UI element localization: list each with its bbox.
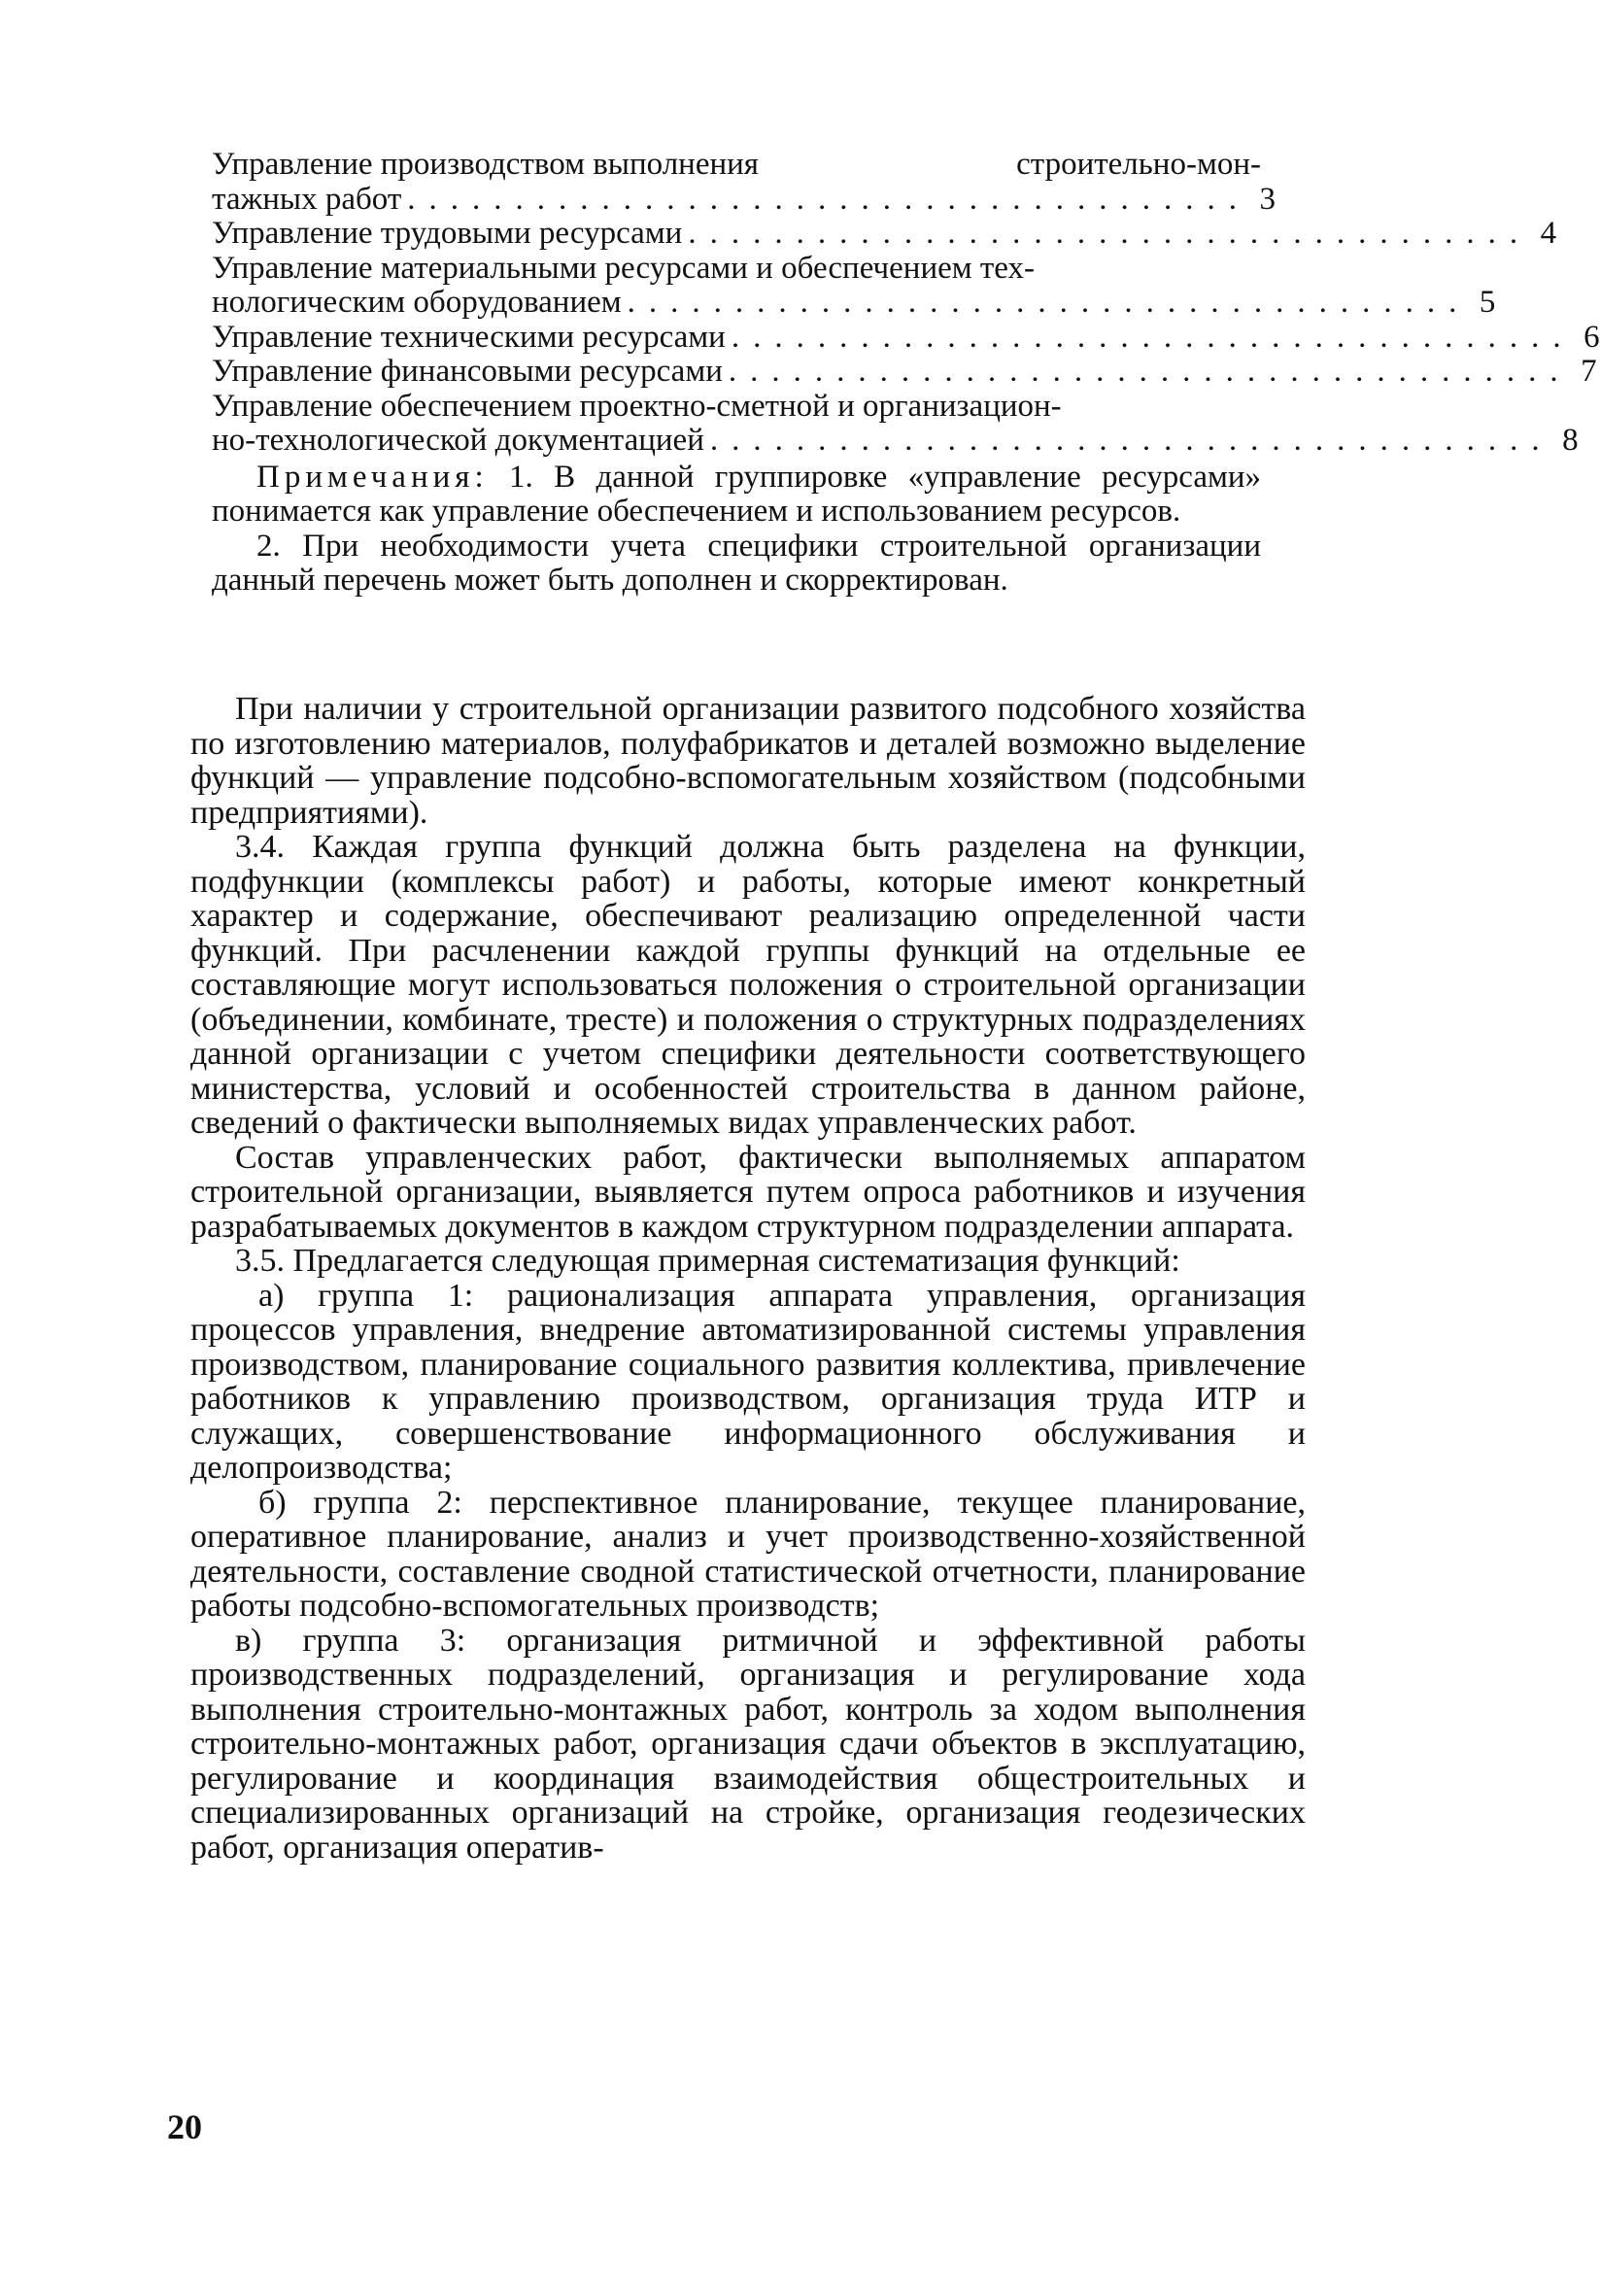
toc-leader: ....................................... — [709, 423, 1553, 458]
list-item-group-1: а) группа 1: рационализация аппарата управления, организация процессов управления, внедрение автоматизированной системы управления производством, планирование социального развития коллектива, привлечение работников к управлению производством, организация труда ИТР и служащих, совершенствование информационного обслуживания и делопроизводства; — [190, 1277, 1306, 1486]
paragraph-3-5: 3.5. Предлагается следующая примерная систематизация функций: — [235, 1243, 1180, 1279]
list-item-group-2: б) группа 2: перспективное планирование, текущее планирование, оперативное планирование, анализ и учет производственно-хозяйственной деятельности, составление сводной статистической отчетности, планирование работы подсобно-вспомогательных производств; — [190, 1484, 1306, 1624]
note-2: 2. При необходимости учета специфики строительной организации данный перечень может быть дополнен и скорректирован. — [212, 528, 1261, 598]
toc-item-financial — [212, 354, 1597, 390]
function-list — [212, 147, 1600, 599]
toc-item-production-cont — [212, 181, 1277, 218]
toc-item-documentation — [212, 390, 1261, 425]
toc-item-label: Управление обеспечением проектно-сметной и организацион- — [212, 388, 1062, 424]
paragraph-subsidiary: При наличии у строительной организации развитого подсобного хозяйства по изготовлению материалов, полуфабрикатов и деталей возможно выделение функций — управление подсобно-вспомогательным хозяйством (подсобными предприятиями). — [190, 691, 1306, 831]
toc-item-label: Управление трудовыми ресурсами — [212, 216, 683, 251]
toc-item-material — [212, 252, 1261, 287]
toc-item-technical — [212, 319, 1600, 356]
toc-item-label: Управление финансовыми ресурсами — [212, 354, 723, 389]
toc-page-number: 5 — [1479, 285, 1496, 320]
toc-item-label: Управление техническими ресурсами — [212, 319, 726, 355]
toc-item-labor — [212, 216, 1557, 252]
notes-block — [212, 461, 1261, 599]
toc-item-label: нологическим оборудованием — [212, 285, 622, 320]
list-item-group-3: в) группа 3: организация ритмичной и эффективной работы производственных подразделений, организация и регулирование хода выполнения строительно-монтажных работ, контроль за ходом выполнения строительно-монтажных работ, организация сдачи объектов в эксплуатацию, регулирование и координация взаимодействия общестроительных и специализированных организаций на стройке, организация геодезических работ, организация оператив- — [190, 1622, 1306, 1866]
toc-page-number: 7 — [1581, 354, 1597, 389]
toc-item-material-cont — [212, 285, 1496, 321]
toc-page-number: 4 — [1540, 216, 1557, 251]
note-1 — [212, 461, 1261, 530]
toc-leader: ....................................... — [407, 181, 1251, 217]
toc-page-number: 3 — [1259, 181, 1277, 217]
paragraph-composition: Состав управленческих работ, фактически выполняемых аппаратом строительной организации, выявляется путем опроса работников и изучения разрабатываемых документов в каждом структурном подразделении аппарата. — [190, 1139, 1306, 1245]
toc-item-label: но-технологической документацией — [212, 423, 704, 458]
toc-leader: ....................................... — [728, 354, 1572, 389]
note-1-text: 1. В данной группировке «управление ресурсами» понимается как управление обеспечением и использованием ресурсов. — [212, 459, 1262, 529]
toc-item-documentation-cont — [212, 423, 1579, 459]
toc-item-label: Управление производством выполнения — [212, 147, 759, 182]
toc-leader: ....................................... — [731, 319, 1575, 355]
toc-item-label: Управление материальными ресурсами и обеспечением тех- — [212, 250, 1036, 286]
main-text — [190, 692, 1306, 1865]
page-number: 20 — [167, 2108, 202, 2146]
toc-item-label-cont: строительно-мон- — [1016, 147, 1261, 182]
toc-item-label: тажных работ — [212, 181, 402, 217]
notes-label: Примечания: — [256, 459, 489, 495]
toc-leader: ....................................... — [688, 216, 1532, 251]
toc-page-number: 6 — [1583, 319, 1600, 355]
toc-page-number: 8 — [1562, 423, 1579, 458]
toc-leader: ....................................... — [627, 285, 1471, 320]
paragraph-3-4: 3.4. Каждая группа функций должна быть разделена на функции, подфункции (комплексы работ) и работы, которые имеют конкретный характер и содержание, обеспечивают реализацию определенной части функций. При расчленении каждой группы функций на отдельные ее составляющие могут использоваться положения о строительной организации (объединении, комбинате, тресте) и положения о структурных подразделениях данной организации с учетом специфики деятельности соответствующего министерства, условий и особенностей строительства в данном районе, сведений о фактически выполняемых видах управленческих работ. — [190, 829, 1306, 1141]
toc-item-production — [212, 148, 1261, 183]
